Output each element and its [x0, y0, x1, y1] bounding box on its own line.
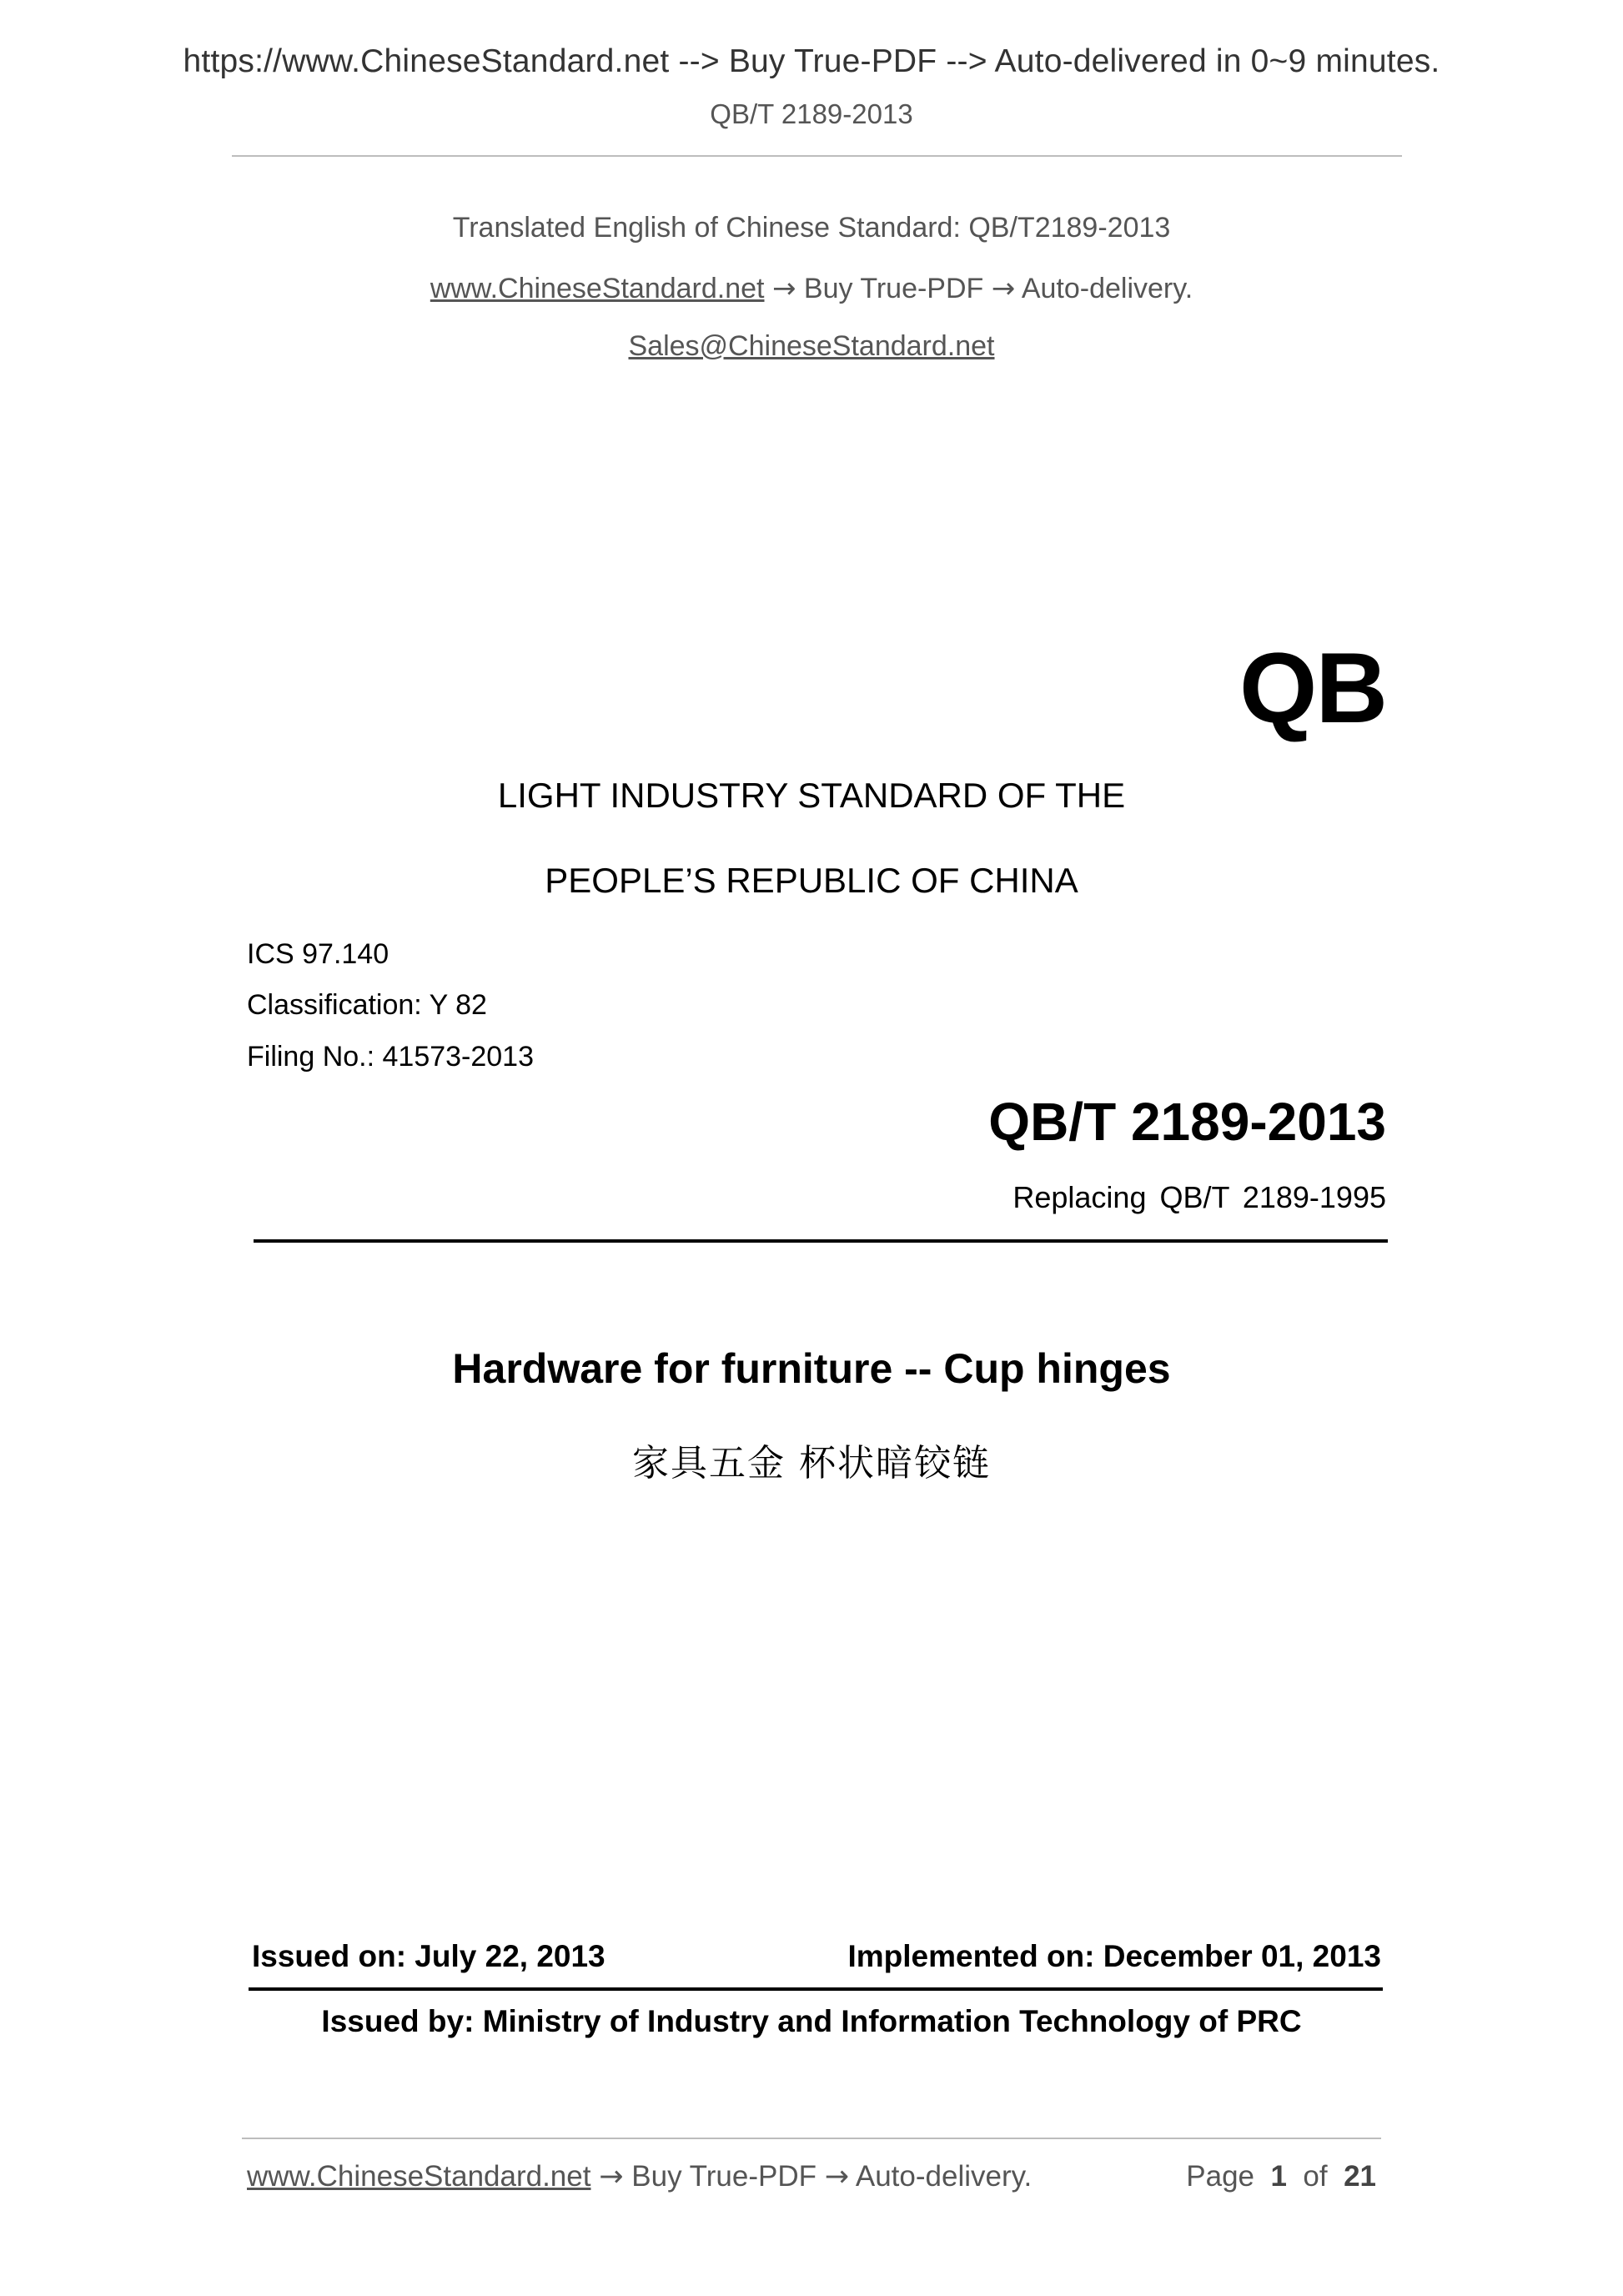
standard-heading-line2: PEOPLE’S REPUBLIC OF CHINA — [545, 861, 1078, 900]
arrow-right-icon: → — [824, 2160, 850, 2193]
ics-code: ICS 97.140 — [247, 938, 389, 970]
filing-number: Filing No.: 41573-2013 — [247, 1041, 535, 1073]
classification: Classification: Y 82 — [247, 989, 487, 1021]
standard-number: QB/T 2189-2013 — [988, 1092, 1386, 1152]
buy-true-pdf-text: Buy True-PDF — [803, 273, 984, 304]
qb-logo: QB — [1239, 632, 1386, 744]
page-indicator — [1186, 2160, 1376, 2193]
footer-divider — [242, 2138, 1381, 2139]
translation-email — [0, 330, 1623, 363]
arrow-right-icon: → — [771, 272, 796, 305]
footer-buy-text: Buy True-PDF — [631, 2160, 817, 2193]
footer-site-link[interactable]: www.ChineseStandard.net — [247, 2160, 591, 2193]
auto-delivery-text: Auto-delivery. — [1021, 273, 1193, 304]
arrow-right-icon: → — [599, 2160, 624, 2193]
title-divider — [254, 1239, 1388, 1243]
header-doc-code: QB/T 2189-2013 — [710, 98, 913, 129]
footer-links — [247, 2160, 1032, 2193]
implemented-on-date: Implemented on: December 01, 2013 — [847, 1939, 1381, 1973]
page-current: 1 — [1270, 2160, 1287, 2193]
document-title-en: Hardware for furniture -- Cup hinges — [452, 1345, 1171, 1392]
page-label: Page — [1186, 2160, 1255, 2193]
site-link[interactable]: www.ChineseStandard.net — [430, 273, 765, 304]
issued-by: Issued by: Ministry of Industry and Information Technology of PRC — [321, 2004, 1302, 2038]
of-label: of — [1303, 2160, 1328, 2193]
issued-on-date: Issued on: July 22, 2013 — [252, 1939, 605, 1973]
translation-links — [0, 272, 1623, 305]
header-divider — [232, 155, 1402, 157]
arrow-right-icon: → — [991, 272, 1016, 305]
replacing-standard: Replacing QB/T 2189-1995 — [1012, 1180, 1386, 1214]
issue-divider — [249, 1987, 1383, 1991]
header-url-banner: https://www.ChineseStandard.net --> Buy True-PDF --> Auto-delivered in 0~9 minutes. — [183, 43, 1440, 79]
sales-email-link[interactable]: Sales@ChineseStandard.net — [628, 330, 995, 362]
footer-delivery-text: Auto-delivery. — [855, 2160, 1033, 2193]
translation-title: Translated English of Chinese Standard: QB/T2189-2013 — [452, 212, 1171, 244]
page-total: 21 — [1344, 2160, 1376, 2193]
standard-heading-line1: LIGHT INDUSTRY STANDARD OF THE — [497, 776, 1126, 815]
document-title-zh: 家具五金 杯状暗铰链 — [632, 1442, 991, 1485]
